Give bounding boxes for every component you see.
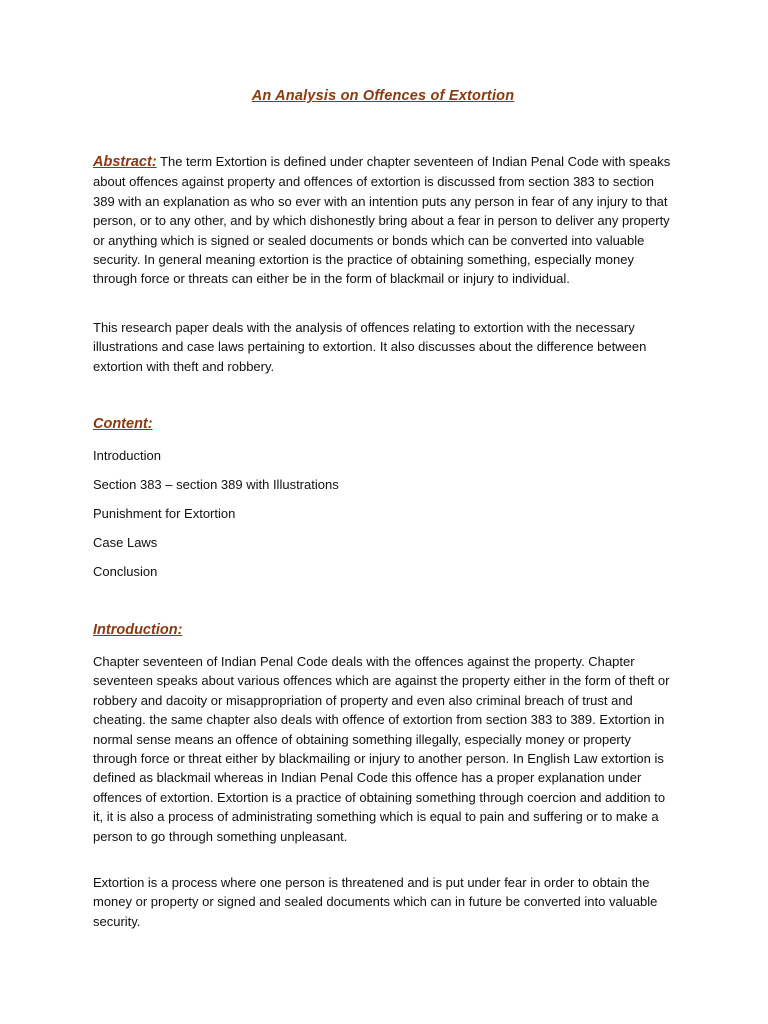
abstract-text: The term Extortion is defined under chapter seventeen of Indian Penal Code with speaks about offences against property and offences of extortion is discussed from section 383 to section 389 with an explanation as who so ever with an intention puts any person in fear of any injury to that person, or to any other, and by which dishonestly bring about a fear in person to deliver any property or anything which is signed or sealed documents or bonds which can be converted into valuable security. In general meaning extortion is the practice of obtaining something, especially money through force or threats can either be in the form of blackmail or injury to individual. xyxy=(93,154,671,287)
introduction-paragraph-2: Extortion is a process where one person is threatened and is put under fear in order to obtain the money or property or signed and sealed documents which can in future be converted into valuable security. xyxy=(93,875,658,929)
introduction-heading: Introduction: xyxy=(93,622,183,638)
document-title: An Analysis on Offences of Extortion xyxy=(251,88,515,104)
introduction-paragraph-1: Chapter seventeen of Indian Penal Code deals with the offences against the property. Chapter seventeen speaks about various offences which are against the property either in the form of theft or robbery and dacoity or misappropriation of property and even also criminal breach of trust and cheating. the same chapter also deals with offence of extortion from section 383 to 389. Extortion in normal sense means an offence of obtaining something illegally, especially money or property through force or threat either by blackmailing or injury to another person. In English Law extortion is defined as blackmail whereas in Indian Penal Code this offence has a proper explanation under offences of extortion. Extortion is a practice of obtaining something through coercion and addition to it, it is also a process of administrating something which is equal to pain and suffering or to make a person to go through something unpleasant. xyxy=(93,654,670,844)
abstract-paragraph-2: This research paper deals with the analysis of offences relating to extortion with the necessary illustrations and case laws pertaining to extortion. It also discusses about the difference between extortion with theft and robbery. xyxy=(93,320,647,374)
abstract-heading: Abstract: xyxy=(93,154,157,170)
content-item-punishment: Punishment for Extortion xyxy=(93,506,236,521)
content-item-introduction: Introduction xyxy=(93,448,161,463)
content-item-sections: Section 383 – section 389 with Illustrations xyxy=(93,477,339,492)
content-heading: Content: xyxy=(93,416,153,432)
abstract-paragraph xyxy=(93,152,678,289)
content-item-case-laws: Case Laws xyxy=(93,535,158,550)
content-item-conclusion: Conclusion xyxy=(93,564,158,579)
